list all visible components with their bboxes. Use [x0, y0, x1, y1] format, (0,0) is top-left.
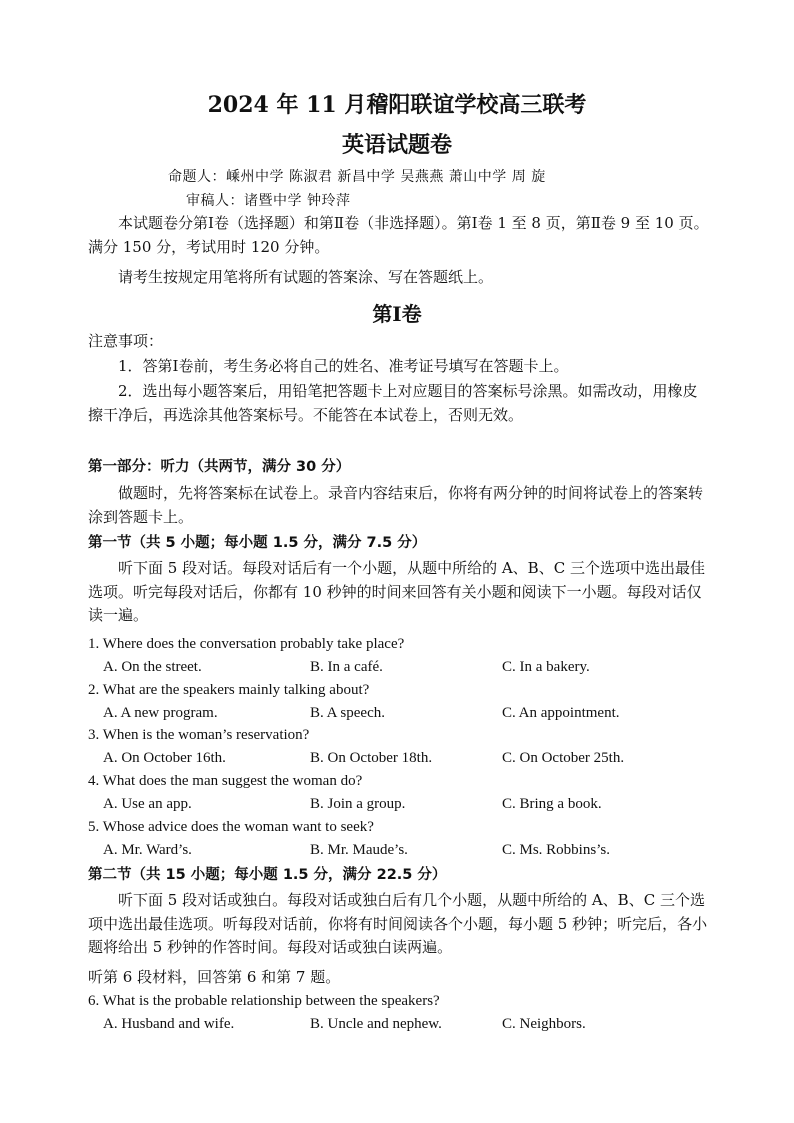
- q6-option-b: B. Uncle and nephew.: [310, 1016, 442, 1032]
- q3-option-c: C. On October 25th.: [502, 750, 625, 766]
- reviewer-line: 审稿人：诸暨中学 钟玲萍: [186, 193, 351, 209]
- question-4: 4. What does the man suggest the woman do?: [88, 773, 363, 789]
- q4-option-b: B. Join a group.: [310, 796, 406, 812]
- material-note: 听第 6 段材料，回答第 6 和第 7 题。: [88, 968, 341, 986]
- exam-subtitle: 英语试题卷: [341, 132, 452, 158]
- section1-heading: 第一节（共 5 小题；每小题 1.5 分，满分 7.5 分）: [88, 535, 427, 551]
- q5-option-a: A. Mr. Ward’s.: [103, 842, 192, 858]
- intro-note: 请考生按规定用笔将所有试题的答案涂、写在答题纸上。: [118, 268, 494, 286]
- part1-heading: 第一部分：听力（共两节，满分 30 分）: [88, 459, 351, 475]
- q2-option-c: C. An appointment.: [502, 705, 620, 721]
- q1-option-b: B. In a café.: [310, 659, 383, 675]
- q2-option-a: A. A new program.: [103, 705, 218, 721]
- q1-option-c: C. In a bakery.: [502, 659, 590, 675]
- intro-paragraph: 本试题卷分第Ⅰ卷（选择题）和第Ⅱ卷（非选择题）。第Ⅰ卷 1 至 8 页，第Ⅱ卷 9 至 10 页。满分 150 分，考试用时 120 分钟。: [88, 214, 709, 256]
- volume-title: 第Ⅰ卷: [372, 302, 422, 326]
- question-2: 2. What are the speakers mainly talking about?: [88, 682, 370, 698]
- q4-option-a: A. Use an app.: [103, 796, 192, 812]
- q6-option-c: C. Neighbors.: [502, 1016, 586, 1032]
- q6-option-a: A. Husband and wife.: [103, 1016, 235, 1032]
- notice-label: 注意事项：: [88, 332, 164, 350]
- question-3: 3. When is the woman’s reservation?: [88, 727, 310, 743]
- part1-instructions: 做题时，先将答案标在试卷上。录音内容结束后，你将有两分钟的时间将试卷上的答案转涂到答题卡上。: [88, 484, 704, 526]
- q5-option-c: C. Ms. Robbins’s.: [502, 842, 610, 858]
- q3-option-b: B. On October 18th.: [310, 750, 433, 766]
- q3-option-a: A. On October 16th.: [103, 750, 226, 766]
- notice-item-2: 2．选出每小题答案后，用铅笔把答题卡上对应题目的答案标号涂黑。如需改动，用橡皮擦干净后，再选涂其他答案标号。不能答在本试卷上，否则无效。: [88, 382, 698, 424]
- section2-instructions: 听下面 5 段对话或独白。每段对话或独白后有几个小题，从题中所给的 A、B、C 三个选项中选出最佳选项。听每段对话前，你将有时间阅读各个小题，每小题 5 秒钟；听完后，各小题将给出 5 秒钟的作答时间。每段对话或独白读两遍。: [88, 891, 708, 956]
- authors-line: 命题人：嵊州中学 陈淑君 新昌中学 吴燕燕 萧山中学 周 旋: [168, 169, 546, 185]
- section1-instructions: 听下面 5 段对话。每段对话后有一个小题，从题中所给的 A、B、C 三个选项中选出最佳选项。听完每段对话后，你都有 10 秒钟的时间来回答有关小题和阅读下一小题。每段对话仅读一遍。: [88, 559, 705, 624]
- exam-title: 2024 年 11 月稽阳联谊学校高三联考: [207, 92, 587, 118]
- notice-item-1: 1．答第Ⅰ卷前，考生务必将自己的姓名、准考证号填写在答题卡上。: [118, 357, 569, 375]
- section2-heading: 第二节（共 15 小题；每小题 1.5 分，满分 22.5 分）: [88, 867, 447, 883]
- q5-option-b: B. Mr. Maude’s.: [310, 842, 408, 858]
- q2-option-b: B. A speech.: [310, 705, 385, 721]
- q1-option-a: A. On the street.: [103, 659, 202, 675]
- question-1: 1. Where does the conversation probably take place?: [88, 636, 405, 652]
- q4-option-c: C. Bring a book.: [502, 796, 602, 812]
- question-5: 5. Whose advice does the woman want to seek?: [88, 819, 374, 835]
- question-6: 6. What is the probable relationship between the speakers?: [88, 993, 440, 1009]
